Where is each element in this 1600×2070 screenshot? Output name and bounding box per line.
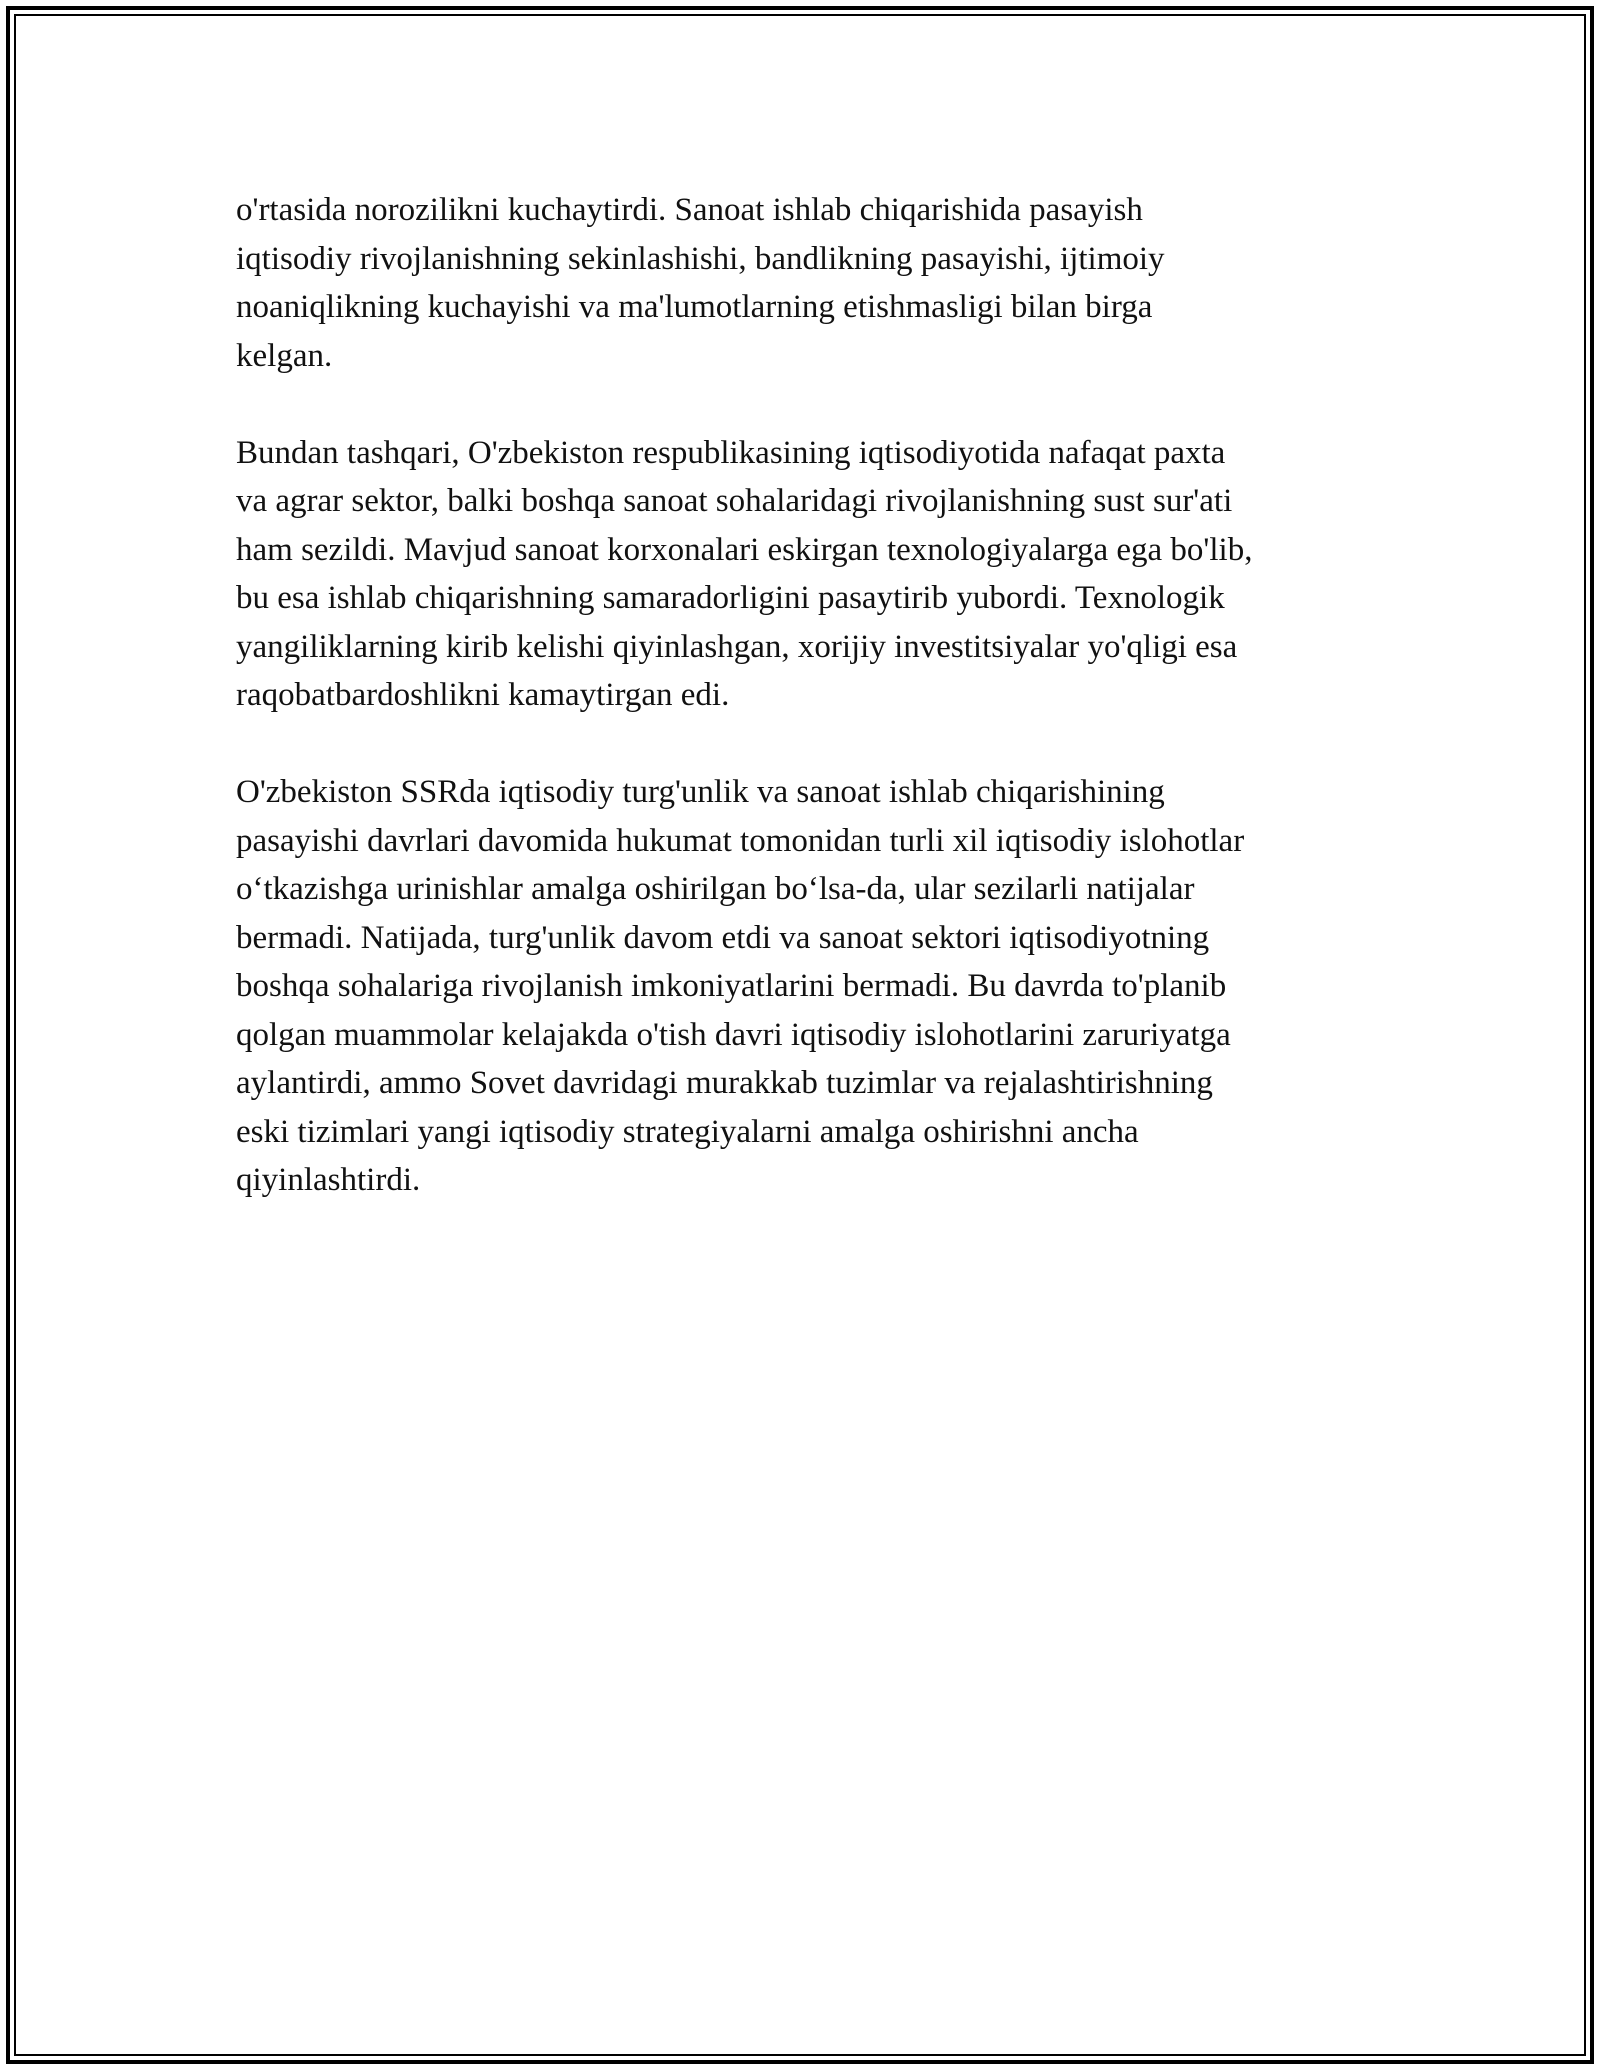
text-line: qolgan muammolar kelajakda o'tish davri iqtisodiy islohotlarini zaruriyatga bbox=[236, 1016, 1231, 1053]
text-line: Bundan tashqari, O'zbekiston respublikasining iqtisodiyotida nafaqat paxta bbox=[236, 434, 1226, 471]
text-line: ham sezildi. Mavjud sanoat korxonalari eskirgan texnologiyalarga ega bo'lib, bbox=[236, 531, 1253, 568]
text-line: va agrar sektor, balki boshqa sanoat sohalaridagi rivojlanishning sust sur'ati bbox=[236, 483, 1233, 519]
text-line: O'zbekiston SSRda iqtisodiy turg'unlik va sanoat ishlab chiqarishining bbox=[236, 774, 1165, 810]
text-line: bu esa ishlab chiqarishning samaradorligini pasaytirib yubordi. Texnologik bbox=[236, 580, 1225, 616]
text-line: o‘tkazishga urinishlar amalga oshirilgan bo‘lsa-da, ular sezilarli natijalar bbox=[236, 871, 1195, 907]
text-line: pasayishi davrlari davomida hukumat tomonidan turli xil iqtisodiy islohotlar bbox=[236, 822, 1245, 859]
text-line: o'rtasida norozilikni kuchaytirdi. Sanoat ishlab chiqarishida pasayish bbox=[236, 192, 1143, 228]
text-line: raqobatbardoshlikni kamaytirgan edi. bbox=[236, 677, 730, 713]
paragraph-1 bbox=[236, 186, 1416, 380]
text-line: noaniqlikning kuchayishi va ma'lumotlarning etishmasligi bilan birga bbox=[236, 289, 1153, 325]
text-line: iqtisodiy rivojlanishning sekinlashishi, bandlikning pasayishi, ijtimoiy bbox=[236, 240, 1165, 277]
paragraph-3 bbox=[236, 768, 1416, 1205]
text-line: kelgan. bbox=[236, 337, 333, 374]
text-line: bermadi. Natijada, turg'unlik davom etdi va sanoat sektori iqtisodiyotning bbox=[236, 919, 1210, 956]
text-line: aylantirdi, ammo Sovet davridagi murakkab tuzimlar va rejalashtirishning bbox=[236, 1065, 1213, 1101]
text-line: qiyinlashtirdi. bbox=[236, 1162, 421, 1198]
text-line: boshqa sohalariga rivojlanish imkoniyatlarini bermadi. Bu davrda to'planib bbox=[236, 968, 1227, 1004]
document-body bbox=[236, 186, 1416, 1253]
paragraph-2 bbox=[236, 429, 1416, 720]
text-line: yangiliklarning kirib kelishi qiyinlashgan, xorijiy investitsiyalar yo'qligi esa bbox=[236, 628, 1238, 665]
text-line: eski tizimlari yangi iqtisodiy strategiyalarni amalga oshirishni ancha bbox=[236, 1113, 1139, 1150]
